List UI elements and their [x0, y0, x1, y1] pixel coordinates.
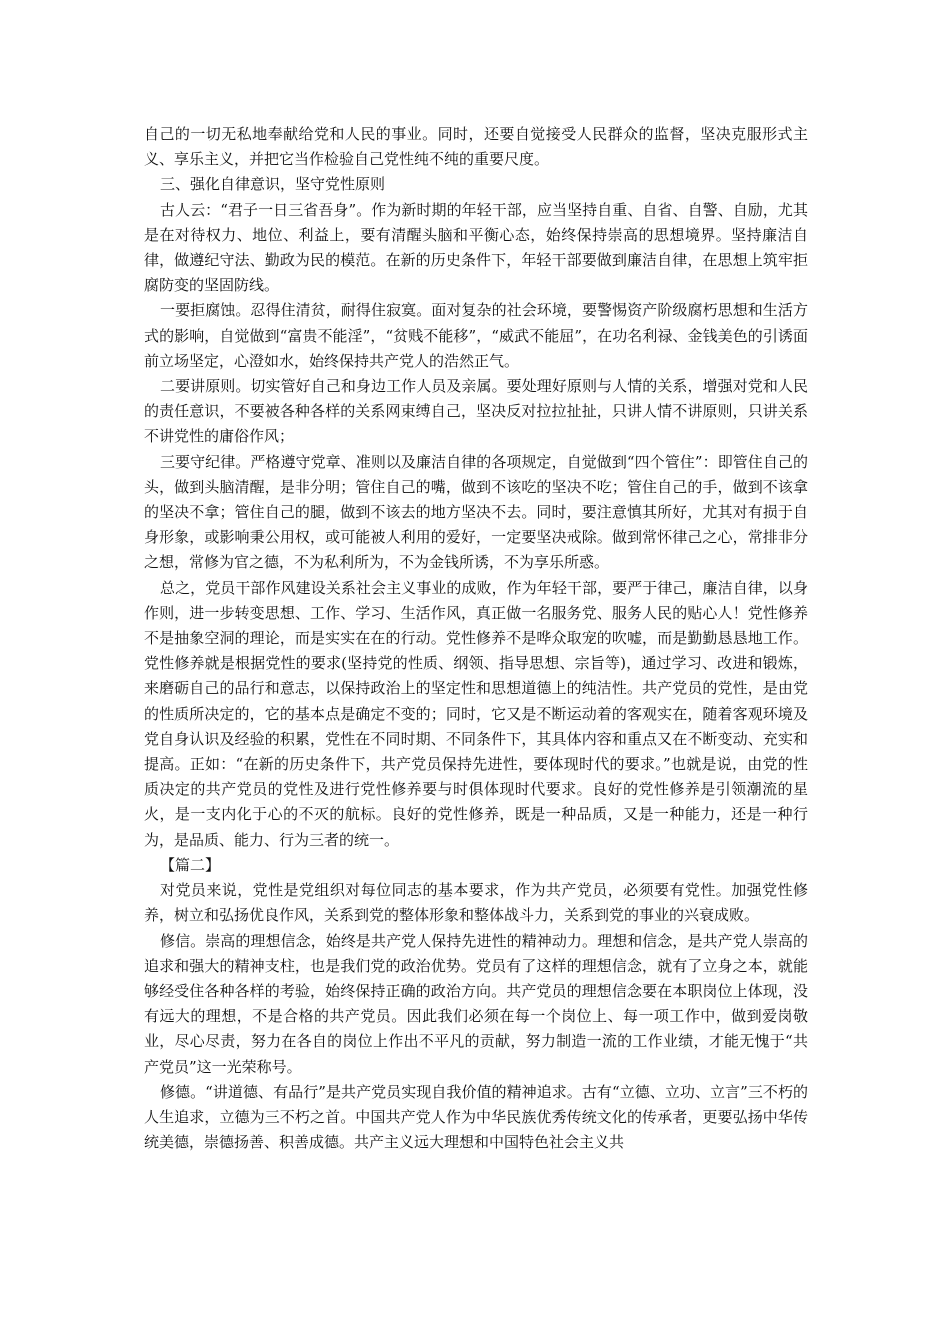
part-heading: 【篇二】 — [160, 855, 221, 874]
paragraph: 修德。“讲道德、有品行”是共产党员实现自我价值的精神追求。古有“立德、立功、立言”三不朽的人生追求，立德为三不朽之首。中国共产党人作为中华民族优秀传统文化的传承者，更要弘扬中华传统美德，崇德扬善、积善成德。共产主义远大理想和中国特色社会主义共 — [144, 1082, 808, 1152]
paragraph: 总之，党员干部作风建设关系社会主义事业的成败，作为年轻干部，要严于律己，廉洁自律，以身作则，进一步转变思想、工作、学习、生活作风，真正做一名服务党、服务人民的贴心人！党性修养不是抽象空洞的理论，而是实实在在的行动。党性修养不是哗众取宠的吹嘘，而是勤勤恳恳地工作。党性修养就是根据党性的要求(坚持党的性质、纲领、指导思想、宗旨等)，通过学习、改进和锻炼，来磨砺自己的品行和意志，以保持政治上的坚定性和思想道德上的纯洁性。共产党员的党性，是由党的性质所决定的，它的基本点是确定不变的；同时，它又是不断运动着的客观实在，随着客观环境及党自身认识及经验的积累，党性在不同时期、不同条件下，其具体内容和重点又在不断变动、充实和提高。正如：“在新的历史条件下，共产党员保持先进性，要体现时代的要求。”也就是说，由党的性质决定的共产党员的党性及进行党性修养要与时俱体现时代要求。良好的党性修养是引领潮流的星火，是一支内化于心的不灭的航标。良好的党性修养，既是一种品质，又是一种能力，还是一种行为，是品质、能力、行为三者的统一。 — [144, 578, 808, 849]
paragraph: 一要拒腐蚀。忍得住清贫，耐得住寂寞。面对复杂的社会环境，要警惕资产阶级腐朽思想和生活方式的影响，自觉做到“富贵不能淫”，“贫贱不能移”，“威武不能屈”，在功名利禄、金钱美色的引诱面前立场坚定，心澄如水，始终保持共产党人的浩然正气。 — [144, 301, 808, 370]
paragraph: 二要讲原则。切实管好自己和身边工作人员及亲属。要处理好原则与人情的关系，增强对党和人民的责任意识，不要被各种各样的关系网束缚自己，坚决反对拉拉扯扯，只讲人情不讲原则，只讲关系不讲党性的庸俗作风； — [144, 377, 808, 446]
paragraph: 古人云：“君子一日三省吾身”。作为新时期的年轻干部，应当坚持自重、自省、自警、自励，尤其是在对待权力、地位、利益上，要有清醒头脑和平衡心态，始终保持崇高的思想境界。坚持廉洁自律，做遵纪守法、勤政为民的模范。在新的历史条件下，年轻干部要做到廉洁自律，在思想上筑牢拒腐防变的坚固防线。 — [144, 200, 808, 295]
paragraph: 三要守纪律。严格遵守党章、准则以及廉洁自律的各项规定，自觉做到“四个管住”：即管住自己的头，做到头脑清醒，是非分明；管住自己的嘴，做到不该吃的坚决不吃；管住自己的手，做到不该拿的坚决不拿；管住自己的腿，做到不该去的地方坚决不去。同时，要注意慎其所好，尤其对有损于自身形象，或影响秉公用权，或可能被人利用的爱好，一定要坚决戒除。做到常怀律己之心，常排非分之想，常修为官之德，不为私利所为，不为金钱所诱，不为享乐所惑。 — [144, 452, 808, 572]
paragraph: 修信。崇高的理想信念，始终是共产党人保持先进性的精神动力。理想和信念，是共产党人崇高的追求和强大的精神支柱，也是我们党的政治优势。党员有了这样的理想信念，就有了立身之本，就能够经受住各种各样的考验，始终保持正确的政治方向。共产党员的理想信念要在本职岗位上体现，没有远大的理想，不是合格的共产党员。因此我们必须在每一个岗位上、每一项工作中，做到爱岗敬业，尽心尽责，努力在各自的岗位上作出不平凡的贡献，努力制造一流的工作业绩，才能无愧于“共产党员”这一光荣称号。 — [144, 931, 808, 1076]
paragraph-continuation: 自己的一切无私地奉献给党和人民的事业。同时，还要自觉接受人民群众的监督，坚决克服形式主义、享乐主义，并把它当作检验自己党性纯不纯的重要尺度。 — [144, 125, 808, 169]
section-heading-3: 三、强化自律意识，坚守党性原则 — [160, 175, 386, 194]
document-body — [144, 122, 808, 1155]
paragraph: 对党员来说，党性是党组织对每位同志的基本要求，作为共产党员，必须要有党性。加强党性修养，树立和弘扬优良作风，关系到党的整体形象和整体战斗力，关系到党的事业的兴衰成败。 — [144, 881, 808, 925]
